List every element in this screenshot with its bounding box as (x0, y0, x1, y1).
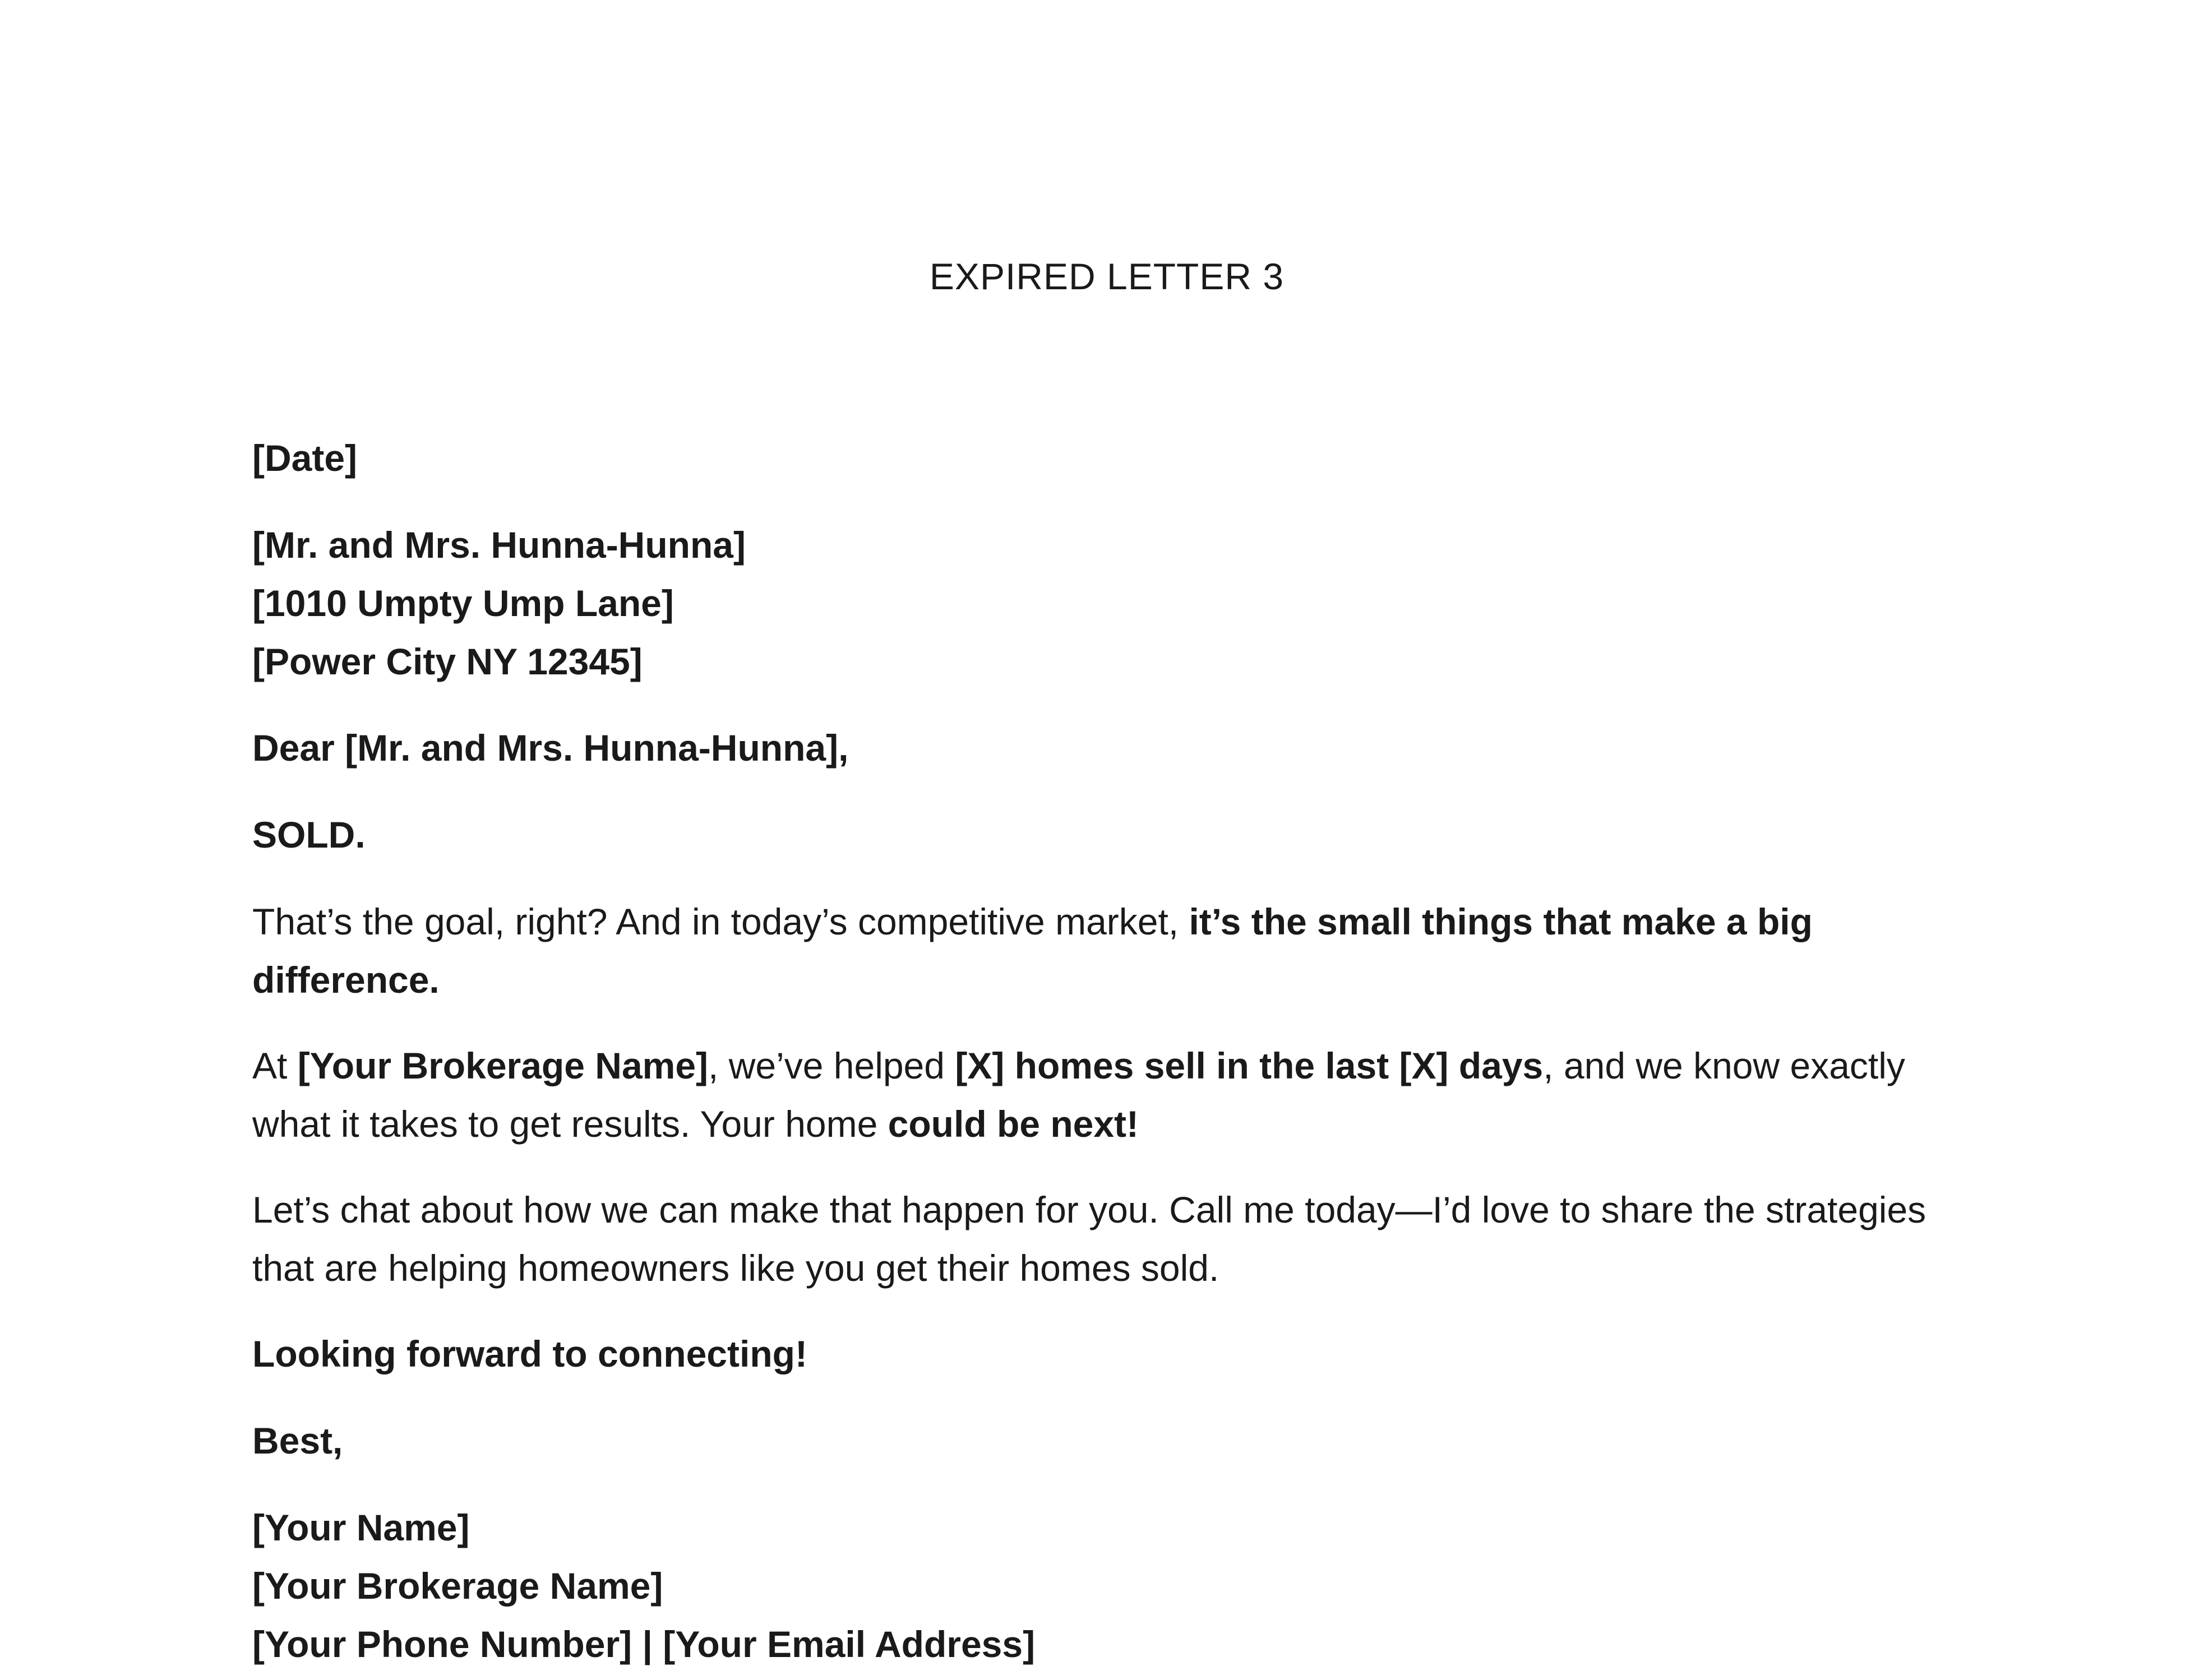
paragraph-results-text-3: , and we know exactly what it takes to get results. Your home (252, 1045, 1905, 1145)
signature-name: [Your Name] (252, 1507, 470, 1548)
signature-contact: [Your Phone Number] | [Your Email Address] (252, 1623, 1036, 1665)
paragraph-results-text-1: At (252, 1045, 298, 1086)
paragraph-goal-text: That’s the goal, right? And in today’s competitive market, (252, 901, 1189, 942)
paragraph-results-brokerage: [Your Brokerage Name] (297, 1045, 709, 1086)
paragraph-goal (252, 892, 1979, 1009)
signature-brokerage: [Your Brokerage Name] (252, 1565, 663, 1607)
salutation: Dear [Mr. and Mrs. Hunna-Hunna], (252, 727, 849, 769)
headline: SOLD. (252, 814, 366, 855)
paragraph-call-to-action: Let’s chat about how we can make that happen for you. Call me today—I’d love to share the strategies that are helping homeowners like you get their homes sold. (252, 1189, 1926, 1289)
signoff: Best, (252, 1420, 343, 1461)
signature-block (252, 1498, 1979, 1673)
date-placeholder: [Date] (252, 437, 358, 479)
recipient-name: [Mr. and Mrs. Hunna-Hunna] (252, 524, 746, 566)
closing-line: Looking forward to connecting! (252, 1333, 807, 1374)
paragraph-results (252, 1036, 1979, 1153)
paragraph-goal-emphasis: it’s the small things that make a big difference. (252, 901, 1813, 1001)
recipient-address-block (252, 516, 1979, 691)
paragraph-results-emphasis: could be next! (888, 1103, 1139, 1145)
paragraph-results-text-2: , we’ve helped (708, 1045, 955, 1086)
recipient-city-line: [Power City NY 12345] (252, 641, 643, 682)
paragraph-results-stats: [X] homes sell in the last [X] days (955, 1045, 1544, 1086)
recipient-street: [1010 Umpty Ump Lane] (252, 582, 674, 624)
document-title: EXPIRED LETTER 3 (929, 256, 1285, 297)
